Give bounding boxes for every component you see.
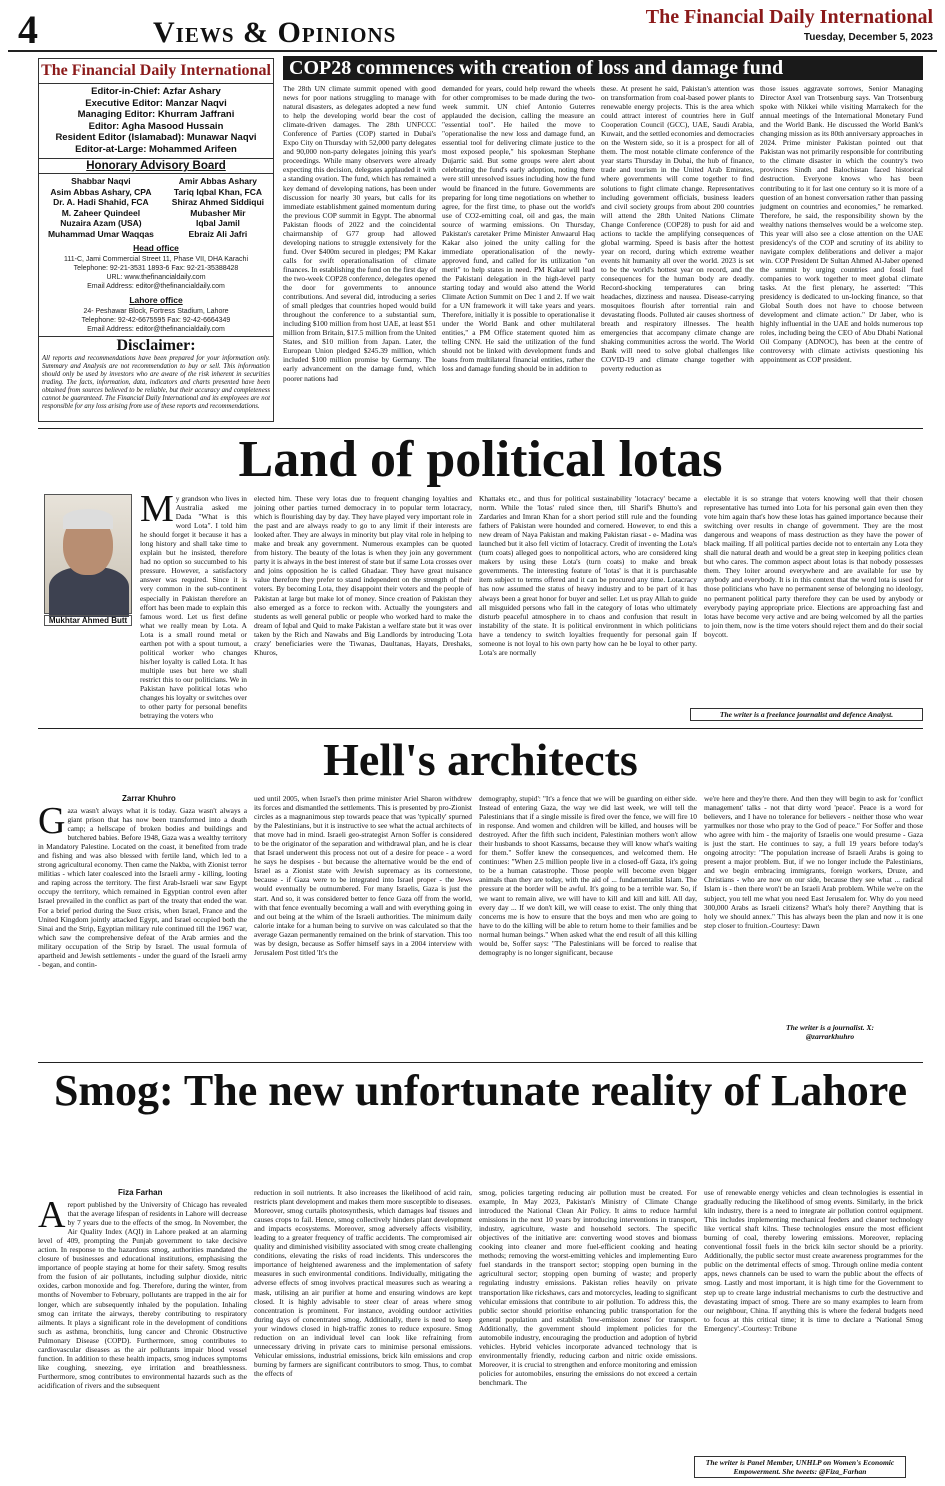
photo-hair	[63, 509, 113, 529]
hell-column-4: we're here and they're there. And then they will begin to ask for 'conflict management' talks - not that dirty word 'peace'. Peace is a word for believers, and I have no tolerance for believers - neither those who wear yarmulkes nor those who pray to the God of peace." For Soffer and those who agree with him - the majority of Israelis one would presume - Gaza is just the start. He continues to say, a full 19 years before today's ongoing atrocity: "The population increase of Israeli Arabs is going to present a major problem. But, if we no longer include the Palestinians, and we begin embracing immigrants, foreign workers, Druze, and Christians - who are now on our side, because they see what ... radical Islam is - then there won't be an Israeli Arab problem. While we're on the subject, you tell me what you need East Jerusalem for. Why do you need 300,000 Arabs as Israeli citizens? What's holy there? Anything that is holy we should annex." This has always been the plan and now it is one step closer to fruition.-Courtesy: Dawn	[704, 794, 923, 930]
lahore-office-label: Lahore office	[129, 295, 183, 305]
editor-line: Executive Editor: Manzar Naqvi	[85, 97, 227, 109]
hell-byline: Zarrar Khuhro	[122, 794, 176, 803]
divider-rule	[38, 428, 923, 429]
cop28-headline: COP28 commences with creation of loss and damage fund	[283, 56, 923, 80]
masthead-box	[38, 58, 274, 422]
lotas-column-1-continued	[38, 640, 247, 720]
lotas-author-tag: The writer is a freelance journalist and defence Analyst.	[690, 708, 923, 721]
editor-line: Managing Editor: Khurram Jaffrani	[77, 109, 235, 120]
section-title: Views & Opinions	[153, 16, 397, 49]
hell-column-3: demography, stupid': "It's a fence that we will be guarding on either side. Instead of entering Gaza, the way we did last week, we will tell the Palestinians that if a single missile is fired over the fence, we will fire 10 in response. And women and children will be killed, and houses will be destroyed. After the fifth such incident, Palestinian mothers won't allow their husbands to shoot Kassams, because they will know what's waiting for them." Soffer knew the consequences, and welcomed them. He continues: "When 2.5 million people live in a closed-off Gaza, it's going to be a human catastrophe. Those people will become even bigger animals than they are today, with the aid of ... fundamentalist Islam. The pressure at the border will be awful. It's going to be a terrible war. So, if we want to remain alive, we will have to kill and kill and kill. All day, every day ... If we don't kill, we will cease to exist. The only thing that concerns me is how to ensure that the boys and men who are going to have to do the killing will be able to return home to their families and be normal human beings." When asked what the end result of all this killing would be, Soffer says: "The Palestinians will be forced to realise that demography is no longer significant, because	[479, 794, 697, 957]
editor-line: Resident Editor (Islamabad): Munawar Naqvi	[55, 132, 257, 143]
author-caption: Mukhtar Ahmed Butt	[44, 615, 132, 626]
board-member: Dr. A. Hadi Shahid, FCA	[53, 197, 149, 207]
paper-name: The Financial Daily International	[645, 6, 933, 28]
page-header	[8, 4, 937, 52]
board-member: Mubasher Mir	[190, 207, 246, 218]
masthead-title: The Financial Daily International	[39, 59, 273, 84]
editor-line: Editor: Agha Masood Hussain	[88, 120, 224, 132]
board-member: M. Zaheer Quindeel	[61, 207, 141, 218]
smog-author-tag: The writer is Panel Member, UNHLP on Women's Economic Empowerment. She tweets: @Fiza_Farhan	[694, 1456, 906, 1478]
lotas-headline: Land of political lotas	[238, 431, 723, 488]
smog-column-3: smog, policies targeting reducing air pollution must be created. For example, In May 2023, Pakistan's Ministry of Climate Change introduced the National Clean Air Policy. It aims to reduce harmful emissions in the next 10 years by introducing interventions in transport, industry, agriculture, waste and household sectors. The specific objectives of the initiative are: converting wood stoves and biomass cooking into cleaner and more fuel-efficient cooking and heating methods; removing the worst-emitting vehicles and implementing Euro fuel standards in the transport sector; stopping open burning in the agricultural sector; stopping open burning of waste; and properly regulating industry emissions. Pakistan relies heavily on private transportation like rickshaws, cars and motorcycles, leading to significant vehicular emissions that contribute to air pollution. To address this, the public sector should prioritise enhancing public transportation for the general population and establish 'low-emission zones' for transport. Additionally, the government should implement policies for the automobile industry, encouraging the production and adoption of hybrid vehicles. Hybrid vehicles incorporate advanced technology that is environmentally friendly, reducing carbon and nitric oxide emissions. Moreover, it is crucial to strengthen and enforce monitoring and emission policies for automobiles, ensuring the emissions do not exceed a certain benchmark. The	[479, 1188, 697, 1387]
divider-rule	[38, 1062, 923, 1063]
author-photo	[44, 494, 132, 614]
lotas-column-2: elected him. These very lotas due to frequent changing loyalties and joining other parties turned democracy in to popular term lotacracy, which is flourishing day by day. They have played very important role in the past and are always ready to go to any limit if their interests are looked after. They are always in minority but play vital role in helping to make and break any government. Numerous examples can be quoted from history. The beauty of the lotas is when they join any government party it is always in the best interest of state but if same Lota crosses over and joins opposition he is called Ghadaar. They have great nuisance value therefore they prefer to stand independent on the strength of their voters. By becoming Lota, they disappoint their voters and the people of Pakistan at large but make lot of money. Since creation of Pakistan they also emerged as a force to reckon with. Actually the youngsters and students as well general public or people who worked hard to make the dream of Iqbal and Quid to make Pakistan a welfare state but it was over taken by the Rich and Nawabs and Big Landlords by introducing 'Lota crazy' beneficiaries were the Tiwanas, Daultanas, Hayats, Dreshaks, Khuros,	[254, 494, 472, 657]
lotas-column-4: electable it is so strange that voters knowing well that their chosen representative has turned into Lota for his personal gain even then they vote him again that's how these lotas has gained importance because their switching over results in change of government. They are the most dangerous and weapons of mass destruction as they have the power of black mailing. If all political parties decide not to entertain any Lota they shall die natural death and would be a great step in keeping politics clean but who cares. The common aspect about lotas is that nobody possesses them. They loiter around everywhere and are available for use by anybody and everybody. It is in this context that the word lota is used for those politicians who have no permanent sense of belonging no ideology, no permanent political party therefore they can be used by anybody or everybody paying appropriate price. Elections are approaching fast and lotas have become very active and are being welcomed by all the parties to join them, now is the time voters should reject them and do their social boycott.	[704, 494, 923, 639]
smog-byline: Fiza Farhan	[118, 1188, 163, 1197]
head-office-label: Head office	[133, 243, 179, 253]
board-member: Asim Abbas Ashary, CPA	[50, 186, 152, 197]
board-member: Iqbal Jamil	[195, 218, 240, 228]
lotas-column-1-text: y grandson who lives in Australia asked me Dada "What is this word Lota". I told him he should forget it because it has a long history and shall take time to explain but he insisted, therefore had no option so succumbed to his pressure. However, a satisfactory answer was required. Since it is very common in the sub-continent especially in Pakistan therefore an effort has been made to explain this famous word. Let us first define what we really mean by Lota. A Lota is a small round metal or earthen pot with a spout turnout, a political worker who changes his/her loyalty is called Lota. It has multiple uses but here we shall restrict this to our politicians. We in Pakistan have political lotas who changes his loyalty or switches over to other party for personal benefits betraying the voters who	[140, 494, 247, 721]
address-line: Telephone: 92-21-3531 1893-6 Fax: 92-21-35388428	[73, 265, 239, 272]
hell-column-1	[38, 800, 247, 1056]
advisory-board-heading: Honorary Advisory Board	[39, 158, 273, 174]
board-member: Muhammad Umar Waqqas	[47, 228, 154, 239]
address-line: 111-C, Jami Commercial Street 11, Phase VII, DHA Karachi	[63, 256, 248, 263]
hell-column-2: ued until 2005, when Israel's then prime minister Ariel Sharon withdrew its forces and dismantled the settlements. This is presented by pro-Zionist circles as a magnanimous step towards peace that was 'typically' spurned by the Palestinians, but it is instructive to see what the actual architects of that move had in mind. Israeli geo-strategist Arnon Soffer is considered to be the originator of the separation and withdrawal plan, and he is clear that Israel underwent this process not out of a desire for peace - a word he says he despises - but because the alternative would be the end of Israel as a Zionist state with Jewish supremacy as its cornerstone, because - if Gaza were to be integrated into Israel proper - the Jews would eventually be outnumbered. For many Israelis, Gaza is just the start. And so, it was considered better to fence Gaza off from the world, with that fence eventually becoming a wall and with everything going in and out being at the whim of the Israeli authorities. The minimum daily calorie intake for a human being to survive on was calculated so that the average Gazan permanently remained on the brink of starvation. This too was by design, because as Soffer himself says in a 2004 interview with Jerusalem Post titled 'It's the	[254, 794, 472, 957]
smog-column-4: use of renewable energy vehicles and clean technologies is essential in gradually reducing the likelihood of smog events. Similarly, in the brick kiln industry, there is a need to integrate air pollution control equipment. This includes implementing mechanical feeders and cleaner technology like vertical shaft kilns. These technologies ensure the most efficient burning of coal, thereby lowering emissions. Moreover, replacing conventional fossil fuels in the brick kiln sector should be a priority. Additionally, the public sector must create awareness programmes for the public on the detrimental effects of smog. Through online media content apps, news channels can be used to warn the public about the effects of smog. Lastly and most important, it is high time for the Government to step up to create large industrial mechanisms to curb the destructive and devastating impact of smog. There are so many examples to learn from our neighbour, China. If anything this is where the federal budgets need to focus at this critical time; it is time to declare a 'National Smog Emergency'.-Courtesy: Tribune	[704, 1188, 923, 1333]
lotas-column-1	[140, 488, 247, 721]
board-member: Nuzaira Azam (USA)	[60, 218, 142, 228]
divider-rule	[38, 728, 923, 729]
disclaimer-heading: Disclaimer:	[39, 336, 273, 355]
board-member: Shiraz Ahmed Siddiqui	[171, 197, 265, 207]
lahore-office-address	[39, 305, 273, 336]
board-member: Amir Abbas Ashary	[178, 176, 258, 186]
smog-column-1	[38, 1194, 247, 1480]
cop28-column-3: these. At present he said, Pakistan's attention was on transformation from coal-based power plants to renewable energy projects. This is the area which could attract interest of countries here in Gulf Cooperation Council (GCC), UAE, Saudi Arabia, Kuwait, and the settled economies and democracies on the Western side, so it is a prospect for all of them. The most notable climate conference of the year starts Thursday in Dubai, the hub of finance, trade and tourism in the United Arab Emirates, where governments will come together to find solutions to fight climate change. Representatives including government officials, business leaders and civil society groups from about 200 countries will attend the 28th United Nations Climate Change Conference (COP28) to push for aid and actions to tackle the amplifying consequences of global warming. Speed is basis after the hottest year on record, during which extreme weather events hit humanity all over the world. 2023 is set to be the world's hottest year on record, and the consequences for the human body are deadly. Record-shocking temperatures can bring headaches, dizziness and nausea. Disease-carrying mosquitoes flourish after torrential rain and devastating floods. Polluted air causes shortness of breath and respiratory illnesses. The health emergencies that accompany climate change are shaking communities across the world. The World Bank will need to solve global challenges like COVID-19 and climate change together with poverty reduction as	[601, 84, 754, 374]
cop28-column-2: demanded for years, could help reward the wheels for other compromises to be made during the two-week summit. UN chief Antonio Guterres applauded the decision, calling the measure an "essential tool". He hailed the move to "operationalise the new loss and damage fund, an essential tool for delivering climate justice to the most exposed people," his spokesman Stephane Dujarric said. But some groups were alert about celebrating the fund's early adoption, noting there were still unresolved issues including how the fund would be financed in the future. Governments are preparing for long time negotiations on whether to agree, for the first time, to phase out the world's use of CO2-emitting coal, oil and gas, the main source of warming emissions. On Thursday, Pakistan's caretaker Prime Minister Anwaarul Haq Kakar also joined the unity calling for the immediate operationalisation of the newly-approved fund, and called for its utilization "on merit" to help states in need. PM Kakar will lead the Pakistani delegation in the high-level party starting today and would also attend the World Climate Action Summit on Dec 1 and 2. If we wait for a UN framework it will take years and years. Therefore, initially it is possible to operationalise it under the World Bank and other multilateral entities," a PM Office statement quoted him as telling CNN. He said the utilization of the fund should not be linked with development funds and loans from multilateral financial entities, rather the loss and damage funding should be in addition to	[442, 84, 595, 374]
smog-headline: Smog: The new unfortunate reality of Lahore	[53, 1066, 908, 1115]
board-member: Ebraiz Ali Jafri	[188, 228, 248, 239]
address-line: Email Address: editor@thefinancialdaily.com	[87, 283, 225, 290]
hell-column-1-text: aza wasn't always what it is today. Gaza wasn't always a giant prison that has now been transformed into a death camp; a hellscape of broken bodies and buildings and butchered babies. Before 1948, Gaza was a wealthy territory in Mandatory Palestine. Located on the coast, it benefited from trade and fishing and was also blessed with fertile land, which led to a strong agricultural economy. Then came the Nakba, with Zionist terror militias - which later coalesced into the Israeli army - killing, looting and raping across the territory. The first Arab-Israeli war saw Egypt occupy the territory, which remained in Egyptian control even after Israel prevailed in the conflict as part of the treaty that ended the war. For a brief period during the Suez crisis, when Israel, France and the United Kingdom jointly attacked Egypt, and Israel occupied both the Sinai and the Strip, Egyptian military rule continued till the 1967 war, which saw the comprehensive defeat of the Arab armies and the military occupation of the Strip by Israel. The usual formula of apartheid and Jewish settlements - under the guard of the Israeli army - began, and contin-	[38, 806, 247, 969]
drop-cap: M	[140, 488, 174, 530]
board-member: Tariq Iqbal Khan, FCA	[173, 186, 262, 197]
address-line: Email Address: editor@thefinancialdaily.com	[87, 326, 225, 333]
smog-column-1-text: report published by the University of Chicago has revealed that the average lifespan of residents in Lahore will decrease by 7 years due to the effects of the smog. In November, the Air Quality Index (AQI) in Lahore peaked at an alarming level of 409, prompting the Punjab government to take decisive action. In response to the hazardous smog, authorities mandated the closure of businesses and educational institutions, emphasising the importance of people staying at home for their safety. Smog results from the fusion of air pollutants, including sulphur dioxide, nitric oxides, carbon monoxide and fog. Therefore, during the winter, from months of November to February, pollutants are trapped in the air for longer, which are subsequently inhaled by the population. Inhaling smog can irritate the airways, thereby contributing to respiratory ailments. It plays a significant role in the development of conditions such as asthma, bronchitis, lung cancer and Chronic Obstructive Pulmonary Disease (COPD). Furthermore, smog contributes to cardiovascular diseases as the air pollutants impair blood vessel function. In addition to these health impacts, smog induces symptoms like coughing, sneezing, eye irritation and breathlessness. Furthermore, smog contributes to environmental hazards such as the acidification of rivers and the subsequent	[38, 1200, 247, 1390]
advisory-board	[39, 174, 273, 241]
board-member: Shabbar Naqvi	[71, 176, 131, 186]
address-line: URL: www.thefinancialdaily.com	[106, 274, 206, 281]
page-number: 4	[18, 7, 38, 52]
board-column-right	[172, 176, 264, 239]
editor-line: Editor-in-Chief: Azfar Ashary	[91, 86, 221, 97]
board-column-left	[48, 176, 154, 239]
lotas-column-3: Khattaks etc., and thus for political sustainability 'lotacracy' became a norm. While the 'lotas' ruled since then, till Sharif's Bhutto's and Zardaries and Imran Khan for a short period still rule and the founding fathers of Pakistan were hounded and cornered. However, to end this a new dream of Naya Pakistan and making Pakistan riasat - e- Madina was launched but it also fell victim of lotacracy. Credit of inventing the Lota's (turn coats) alleged goes to nonpolitical actors, who are considered king makers by using these Lota's (turn coats) to make and break governments. The interesting feature of 'lotas' is that it is purchasable item subject to terms offered and it can be procured any time. Lotacracy has now assumed the status of heavy industry and to be part of it has always been a great honor for buyer and seller. Let us pray Allah to guide all misguided persons who fall in the category of lotas who ultimately disturb peaceful atmosphere in to chaos and confusion that result in instability of the state. It is political environment in which politicians have a tendency to switch loyalties frequently for personal gain If someone is not loyal to his own party how can he be loyal to other party. Lota's are normally	[479, 494, 697, 657]
address-line: 24- Peshawar Block, Fortress Stadium, Lahore	[83, 308, 229, 315]
address-line: Telephone: 92-42-6675595 Fax: 92-42-6664349	[81, 317, 231, 324]
cop28-column-4: those issues aggravate sorrows, Senior Managing Director Axel van Trotsenburg says. Van Trotsenburg spoke with Nikkei while visiting Marrakech for the annual meetings of the International Monetary Fund and the World Bank. He discussed the World Bank's changing mission as its 80th anniversary approaches in 2024. Prime minister Pakistan pointed out that Pakistan was not primarily responsible for contributing to the climate disaster in which the country's two provinces Sindh and Balochistan faced historical destruction. Everyone knows who has been contributing to it for last one century so it is more of a question of an honest conversation rather than passing judgment on countries and economies," he remarked. Therefore, he said, the responsibility shown by the wealthy nations themselves would be a welcome step. This year will also see a close attention on the UAE presidency's of the COP and scrutiny of its ability to navigate complex deliberations and deliver a major win. COP President Dr Sultan Ahmed Al-Jaber opened the summit by urging countries and fossil fuel companies to work together to meet global climate tasks. At the first plenary, he asserted: "This presidency is dedicated to un-locking finance, so that Global South does not have to choose between development and climate action." Dr Jaber, who is highly influential in the UAE and holds numerous top roles, including being the CEO of Abu Dhabi National Oil Company (ADNOC), has been at the centre of controversy with climate activists questioning his appointment as COP president.	[760, 84, 923, 365]
drop-cap: A	[38, 1194, 66, 1236]
cop28-column-1: The 28th UN climate summit opened with good news for poor nations struggling to manage with natural disasters, as delegates adopted a new fund to help the developing world bear the cost of climate-driven damages. The 28th UNFCCC Conference of Parties (COP) started in Dubai's Expo City on Thursday with 52,000 party delegates and 90,000 non-party delegates joining this year's proceedings. While many observers were already expecting this decision, delegates applauded it with a standing ovation. The fund, which has remained a key demand of developing nations, has been under discussion for nearly 30 years, but calls for its immediate establishment gained momentum during the previous COP summit in Egypt. The abnormal Pakistan floods of 2022 and the coincidental chairmanship of G77 group had allowed developing nations to struggle extensively for the fund. Over $400m secured in pledges; PM Kakar calls for swift operationalisation of climate finances. In establishing the fund on the first day of the two-week COP28 conference, delegates opened the door for governments to announce contributions. And several did, introducing a series of small pledges that countries hoped would build throughout the conference to a substantial sum, including $100 million from host UAE, at least $51 million from Britain, $17.5 million from the United States, and $10 million from Japan. Later, the European Union pledged $245.39 million, which included $100 million promise by Germany. The early advancement on the damage fund, which poorer nations had	[283, 84, 436, 383]
smog-column-2: reduction in soil nutrients. It also increases the likelihood of acid rain, restricts plant development and makes them more susceptible to diseases. Moreover, smog curtails photosynthesis, which damages leaf tissues and causes crops to fail. Hence, smog collectively hinders plant development and impacts ecosystems. Moreover, smog adversely affects visibility, leading to a greater frequency of traffic accidents. The compromised air quality and diminished visibility associated with smog create challenging conditions, elevating the risks of road incidents. This underscores the importance of heightened awareness and the implementation of safety measures in such environmental conditions. Individually, mitigating the adverse effects of smog involves practical measures such as wearing a mask, utilising an air purifier at home and ensuring windows are kept closed. It is highly advisable to steer clear of areas where smog concentration is prominent. For instance, avoiding outdoor activities during days of concentrated smog. Additionally, there is need to keep your windows closed in high-traffic zones to reduce exposure. Smog reduction on an individual level can look like refraining from unnecessary driving in private cars to minimise personal emissions. Vehicular emissions, industrial emissions, brick kiln emissions and crop burning by farmers are significant contributors to smog. Thus, to combat the effects of	[254, 1188, 472, 1378]
drop-cap: G	[38, 800, 66, 842]
head-office-address	[39, 253, 273, 293]
disclaimer-text: All reports and recommendations have been prepared for your information only. Summary and Analysis are not recommendation to buy or sell. This information should only be used by investors who are aware of the risk inherent in securities trading. The facts, information, data, indicators and charts presented have been obtained from sources believed to be reliable, but their accuracy and completeness cannot be guaranteed. The Financial Daily International and its employees are not responsible for any loss arising from use of these reports and recommendations.	[42, 355, 270, 410]
hell-headline: Hell's architects	[323, 734, 638, 785]
editor-line: Editor-at-Large: Mohammed Arifeen	[75, 143, 237, 155]
editors-list	[39, 84, 273, 158]
issue-date: Tuesday, December 5, 2023	[803, 32, 933, 43]
hell-author-tag: The writer is a journalist. X: @zarrarkhuhro	[786, 1023, 874, 1041]
